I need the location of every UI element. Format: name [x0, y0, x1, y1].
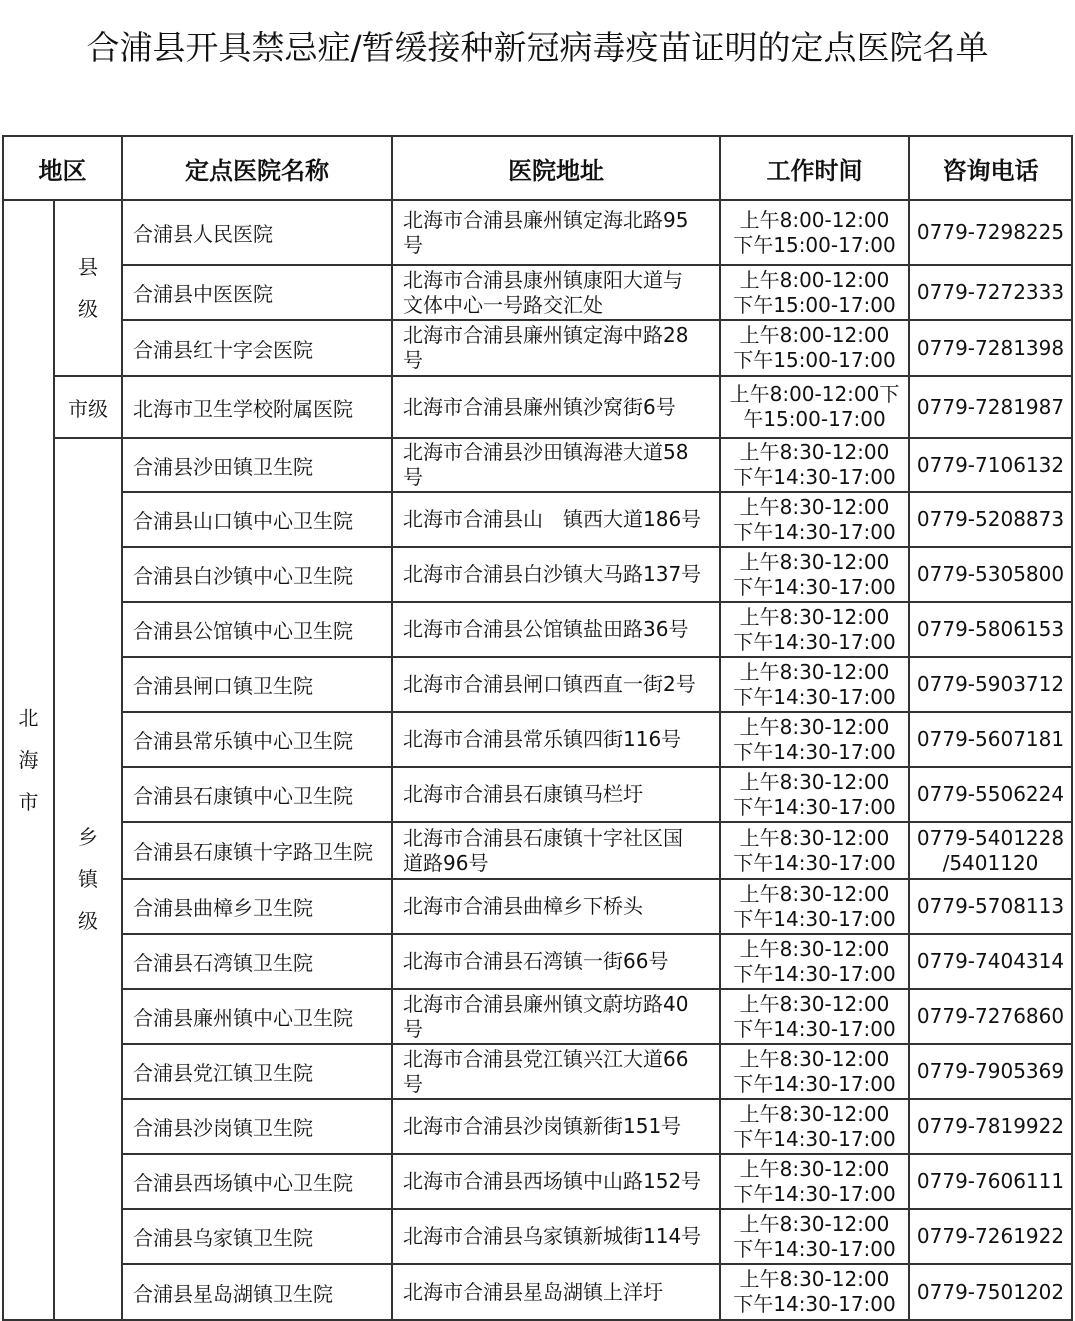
address-line: 号 [403, 232, 423, 257]
hospital-phone [909, 879, 1072, 934]
hospital-table [2, 135, 1073, 1321]
hospital-hours [720, 320, 909, 376]
hours-line: 上午8:00-12:00 [739, 323, 890, 347]
table-row [3, 492, 1072, 547]
phone-line: 0779-7281987 [916, 394, 1065, 419]
phone-line: 0779-7106132 [916, 452, 1065, 477]
hospital-name: 合浦县人民医院 [122, 200, 392, 265]
hospital-address [392, 989, 720, 1044]
hospital-address [392, 767, 720, 822]
address-line: 北海市合浦县廉州镇文蔚坊路40 [403, 991, 689, 1016]
group-township-char: 乡 [78, 825, 98, 849]
address-line: 北海市合浦县廉州镇定海中路28 [403, 323, 689, 347]
hospital-phone [909, 767, 1072, 822]
hospital-name: 合浦县石康镇十字路卫生院 [122, 822, 392, 879]
address-line: 北海市合浦县廉州镇沙窝街6号 [403, 394, 676, 419]
hospital-phone [909, 320, 1072, 376]
hospital-name: 合浦县石康镇中心卫生院 [122, 767, 392, 822]
address-line: 北海市合浦县党江镇兴江大道66 [403, 1046, 689, 1071]
hospital-phone [909, 200, 1072, 265]
hours-line: 上午8:30-12:00 [739, 1046, 890, 1071]
hours-line: 上午8:30-12:00 [739, 1101, 890, 1126]
address-line: 北海市合浦县星岛湖镇上洋圩 [403, 1279, 663, 1304]
hours-line: 下午14:30-17:00 [733, 629, 896, 654]
table-row [3, 712, 1072, 767]
table-row [3, 320, 1072, 376]
hospital-phone [909, 376, 1072, 438]
hospital-phone [909, 989, 1072, 1044]
table-row [3, 602, 1072, 657]
hospital-address [392, 438, 720, 492]
hours-line: 下午14:30-17:00 [733, 684, 896, 709]
hospital-hours [720, 712, 909, 767]
hospital-hours [720, 879, 909, 934]
hospital-address [392, 200, 720, 265]
hospital-phone [909, 547, 1072, 602]
phone-line: 0779-7261922 [916, 1224, 1065, 1248]
phone-line: 0779-7501202 [916, 1279, 1065, 1304]
address-line: 号 [403, 465, 423, 489]
hours-line: 下午15:00-17:00 [733, 232, 896, 257]
address-line: 北海市合浦县闸口镇西直一街2号 [403, 672, 696, 696]
hospital-phone [909, 712, 1072, 767]
hours-line: 上午8:30-12:00 [739, 991, 890, 1016]
address-line: 北海市合浦县石湾镇一街66号 [403, 949, 669, 973]
address-line: 北海市合浦县石康镇马栏圩 [403, 782, 643, 806]
hospital-address [392, 1264, 720, 1320]
hours-line: 上午8:30-12:00 [739, 936, 890, 961]
hours-line: 下午14:30-17:00 [733, 1236, 896, 1261]
hospital-hours [720, 657, 909, 712]
phone-line: 0779-5708113 [916, 894, 1065, 918]
hospital-phone [909, 602, 1072, 657]
table-row [3, 1154, 1072, 1209]
table-row [3, 657, 1072, 712]
address-line: 北海市合浦县曲樟乡下桥头 [403, 894, 643, 918]
header-region: 地区 [3, 136, 122, 200]
address-line: 北海市合浦县乌家镇新城街114号 [403, 1224, 702, 1248]
page-title: 合浦县开具禁忌症/暂缓接种新冠病毒疫苗证明的定点医院名单 [86, 28, 989, 67]
hospital-hours [720, 265, 909, 320]
hospital-name: 合浦县闸口镇卫生院 [122, 657, 392, 712]
hospital-name: 合浦县红十字会医院 [122, 320, 392, 376]
address-line: 道路96号 [403, 850, 489, 875]
hospital-name: 北海市卫生学校附属医院 [122, 376, 392, 438]
phone-line: 0779-5401228 [916, 825, 1065, 850]
phone-line: 0779-7298225 [916, 220, 1065, 244]
hospital-hours [720, 547, 909, 602]
address-line: 北海市合浦县公馆镇盐田路36号 [403, 617, 689, 641]
hours-line: 下午15:00-17:00 [733, 348, 896, 372]
hospital-hours [720, 602, 909, 657]
table-body [3, 200, 1072, 1320]
hospital-address [392, 1044, 720, 1099]
hospital-name: 合浦县西场镇中心卫生院 [122, 1154, 392, 1209]
table-row [3, 879, 1072, 934]
address-line: 北海市合浦县山 镇西大道186号 [403, 507, 702, 531]
group-township [54, 438, 122, 1320]
hospital-name: 合浦县曲樟乡卫生院 [122, 879, 392, 934]
hospital-address [392, 547, 720, 602]
phone-line: 0779-7606111 [916, 1169, 1065, 1193]
hospital-address [392, 265, 720, 320]
hospital-hours [720, 934, 909, 989]
hours-line: 午15:00-17:00 [743, 407, 886, 431]
hospital-phone [909, 265, 1072, 320]
hours-line: 下午14:30-17:00 [733, 1181, 896, 1206]
hours-line: 上午8:00-12:00 [739, 207, 890, 232]
hospital-name: 合浦县山口镇中心卫生院 [122, 492, 392, 547]
phone-line: 0779-7281398 [916, 335, 1065, 360]
hours-line: 下午14:30-17:00 [733, 465, 896, 489]
table-row [3, 265, 1072, 320]
hours-line: 下午14:30-17:00 [733, 739, 896, 764]
hospital-name: 合浦县白沙镇中心卫生院 [122, 547, 392, 602]
hospital-hours [720, 1209, 909, 1264]
address-line: 号 [403, 1016, 423, 1041]
hours-line: 上午8:30-12:00 [739, 714, 890, 739]
table-row [3, 822, 1072, 879]
table-header-row [3, 136, 1072, 200]
table-row [3, 1209, 1072, 1264]
hospital-phone [909, 1154, 1072, 1209]
table-row [3, 200, 1072, 265]
phone-line: 0779-5506224 [916, 782, 1065, 806]
phone-line: 0779-7819922 [916, 1114, 1065, 1138]
hospital-phone [909, 1209, 1072, 1264]
hospital-address [392, 822, 720, 879]
hospital-name: 合浦县沙岗镇卫生院 [122, 1099, 392, 1154]
hours-line: 上午8:30-12:00 [739, 604, 890, 629]
hospital-address [392, 320, 720, 376]
table-row [3, 1264, 1072, 1320]
hours-line: 下午14:30-17:00 [733, 1292, 896, 1316]
city-label [3, 200, 54, 1320]
address-line: 北海市合浦县廉州镇定海北路95 [403, 207, 689, 232]
hours-line: 上午8:30-12:00 [739, 1156, 890, 1181]
hours-line: 上午8:30-12:00 [739, 494, 890, 519]
group-township-char: 级 [78, 909, 98, 933]
phone-line: /5401120 [942, 850, 1039, 875]
hospital-name: 合浦县常乐镇中心卫生院 [122, 712, 392, 767]
hospital-phone [909, 1264, 1072, 1320]
hours-line: 下午14:30-17:00 [733, 574, 896, 599]
hospital-hours [720, 1264, 909, 1320]
address-line: 北海市合浦县白沙镇大马路137号 [403, 562, 702, 586]
hospital-hours [720, 376, 909, 438]
hospital-hours [720, 1099, 909, 1154]
hospital-hours [720, 200, 909, 265]
header-hours: 工作时间 [720, 136, 909, 200]
group-county-char: 县 [78, 255, 98, 279]
address-line: 号 [403, 1071, 423, 1096]
hospital-address [392, 602, 720, 657]
header-address: 医院地址 [392, 136, 720, 200]
hours-line: 下午14:30-17:00 [733, 1126, 896, 1151]
hours-line: 上午8:30-12:00 [739, 440, 890, 464]
address-line: 北海市合浦县康州镇康阳大道与 [403, 267, 683, 292]
hours-line: 下午14:30-17:00 [733, 906, 896, 931]
hospital-address [392, 879, 720, 934]
hours-line: 上午8:30-12:00 [739, 659, 890, 684]
phone-line: 0779-7404314 [916, 949, 1065, 973]
phone-line: 0779-5607181 [916, 727, 1065, 751]
hours-line: 下午14:30-17:00 [733, 850, 896, 875]
group-township-char: 镇 [78, 867, 98, 891]
hospital-hours [720, 1154, 909, 1209]
table-row [3, 547, 1072, 602]
header-phone: 咨询电话 [909, 136, 1072, 200]
hospital-phone [909, 1099, 1072, 1154]
hospital-hours [720, 989, 909, 1044]
address-line: 北海市合浦县沙田镇海港大道58 [403, 440, 689, 464]
hospital-address [392, 492, 720, 547]
phone-line: 0779-7276860 [916, 1004, 1065, 1028]
address-line: 北海市合浦县石康镇十字社区国 [403, 825, 683, 850]
phone-line: 0779-5305800 [916, 562, 1065, 586]
hospital-phone [909, 934, 1072, 989]
hospital-address [392, 1154, 720, 1209]
hours-line: 下午15:00-17:00 [733, 292, 896, 317]
hospital-name: 合浦县沙田镇卫生院 [122, 438, 392, 492]
hours-line: 上午8:30-12:00 [739, 769, 890, 794]
hospital-address [392, 934, 720, 989]
hospital-hours [720, 1044, 909, 1099]
address-line: 北海市合浦县常乐镇四街116号 [403, 727, 682, 751]
address-line: 北海市合浦县沙岗镇新街151号 [403, 1114, 682, 1138]
city-label-char: 市 [18, 790, 39, 814]
hospital-name: 合浦县石湾镇卫生院 [122, 934, 392, 989]
hospital-hours [720, 492, 909, 547]
hours-line: 上午8:00-12:00 [739, 267, 890, 292]
phone-line: 0779-7272333 [916, 280, 1065, 304]
hospital-address [392, 657, 720, 712]
city-label-char: 海 [18, 748, 39, 772]
city-label-char: 北 [18, 706, 39, 730]
hours-line: 下午14:30-17:00 [733, 1016, 896, 1041]
table-row [3, 438, 1072, 492]
hours-line: 下午14:30-17:00 [733, 1071, 896, 1096]
hospital-hours [720, 822, 909, 879]
hours-line: 下午14:30-17:00 [733, 519, 896, 544]
table-row [3, 1099, 1072, 1154]
hospital-hours [720, 767, 909, 822]
group-county-char: 级 [78, 297, 98, 321]
hours-line: 下午14:30-17:00 [733, 961, 896, 986]
hospital-address [392, 376, 720, 438]
table-row [3, 989, 1072, 1044]
hospital-name: 合浦县党江镇卫生院 [122, 1044, 392, 1099]
hospital-hours [720, 438, 909, 492]
phone-line: 0779-7905369 [916, 1059, 1065, 1083]
hospital-phone [909, 657, 1072, 712]
header-hospital: 定点医院名称 [122, 136, 392, 200]
hospital-phone [909, 438, 1072, 492]
hospital-phone [909, 822, 1072, 879]
hospital-address [392, 712, 720, 767]
table-row [3, 1044, 1072, 1099]
address-line: 号 [403, 348, 423, 372]
hospital-name: 合浦县中医医院 [122, 265, 392, 320]
hours-line: 上午8:30-12:00 [739, 1267, 890, 1291]
address-line: 北海市合浦县西场镇中山路152号 [403, 1169, 702, 1193]
hours-line: 上午8:00-12:00下 [729, 382, 900, 406]
hospital-name: 合浦县廉州镇中心卫生院 [122, 989, 392, 1044]
hospital-phone [909, 492, 1072, 547]
phone-line: 0779-5903712 [916, 672, 1065, 696]
table-row [3, 934, 1072, 989]
hours-line: 上午8:30-12:00 [739, 1211, 890, 1236]
hours-line: 上午8:30-12:00 [739, 825, 890, 850]
hospital-name: 合浦县公馆镇中心卫生院 [122, 602, 392, 657]
phone-line: 0779-5806153 [916, 617, 1065, 641]
hospital-address [392, 1099, 720, 1154]
hospital-phone [909, 1044, 1072, 1099]
hours-line: 上午8:30-12:00 [739, 881, 890, 906]
hours-line: 上午8:30-12:00 [739, 549, 890, 574]
table-row [3, 767, 1072, 822]
hours-line: 下午14:30-17:00 [733, 794, 896, 819]
hospital-name: 合浦县星岛湖镇卫生院 [122, 1264, 392, 1320]
hospital-address [392, 1209, 720, 1264]
hospital-name: 合浦县乌家镇卫生院 [122, 1209, 392, 1264]
phone-line: 0779-5208873 [916, 507, 1065, 531]
group-municipal: 市级 [54, 376, 122, 438]
address-line: 文体中心一号路交汇处 [403, 292, 603, 317]
table-row [3, 376, 1072, 438]
group-county [54, 200, 122, 376]
